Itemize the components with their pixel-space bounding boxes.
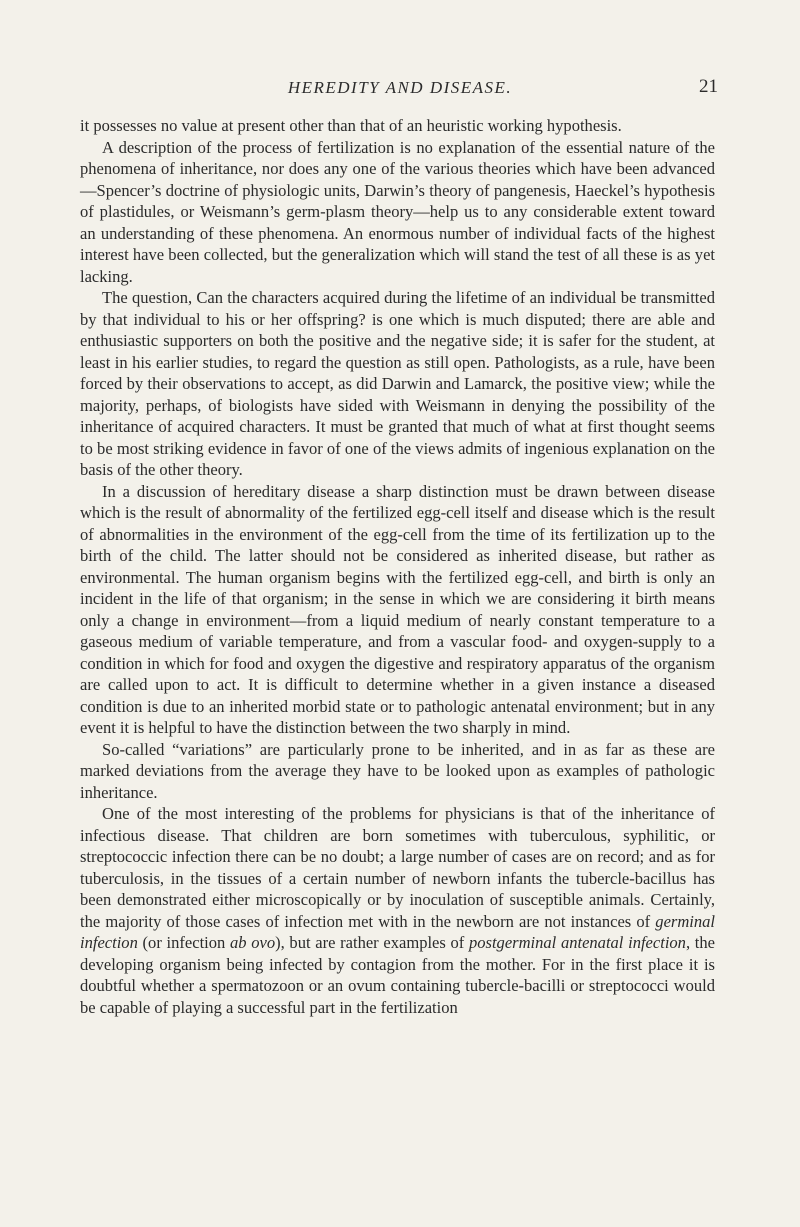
paragraph-fertilization: A description of the process of fertilization is no explanation of the essential nature of the phenomena of inheritance, nor does any one of the various theories which have been advanced—Spencer’s doctrine of physiologic units, Darwin’s theory of pangenesis, Haeckel’s hypothesis of plastidules, or Weismann’s germ-plasm theory—help us to any considerable extent toward an understanding of these phenomena. An enormous number of individual facts of the highest interest have been collected, but the generalization which will stand the test of all these is as yet lacking.: [80, 137, 715, 286]
paragraph-acquired-characters: The question, Can the characters acquired during the lifetime of an individual be transmitted by that individual to his or her offspring? is one which is much disputed; there are able and enthusiastic supporters on both the positive and the negative side; it is safer for the student, at least in his earlier studies, to regard the question as still open. Pathologists, as a rule, have been forced by their observations to accept, as did Darwin and Lamarck, the positive view; while the majority, perhaps, of biologists have sided with Weismann in denying the possibility of the inheritance of acquired characters. It must be granted that much of what at first thought seems to be most striking evidence in favor of one of the views admits of ingenious explanation on the basis of the other theory.: [80, 288, 715, 479]
text-run: ), but are rather examples of: [275, 933, 469, 952]
text-run: One of the most interesting of the problems for physicians is that of the inheritance of infectious disease. That children are born sometimes with tuberculous, syphilitic, or streptococcic infection there can be no doubt; a large number of cases are on record; and as for tuberculosis, in the tissues of a certain number of newborn infants the tubercle-bacillus has been demonstrated either microscopically or by inoculation of susceptible animals. Certainly, the majority of those cases of infection met with in the newborn are not instances of: [80, 804, 715, 931]
paragraph-variations: So-called “variations” are particularly prone to be inherited, and in as far as these are marked deviations from the average they have to be looked upon as examples of pathologic inheritance.: [80, 739, 715, 802]
text-run: (or infection: [137, 933, 230, 952]
body-text: [80, 115, 715, 1018]
text-run: , the developing organism being infected by contagion from the mother. For in the first place it is doubtful whether a spermatozoon or an ovum containing tubercle-bacilli or streptococci would be capable of playing a successful part in the fertilization: [80, 933, 715, 1017]
running-title: HEREDITY AND DISEASE.: [287, 78, 513, 97]
running-head: [0, 76, 800, 102]
paragraph-continuation: it possesses no value at present other than that of an heuristic working hypothesis.: [80, 116, 622, 135]
paragraph-hereditary-disease: In a discussion of hereditary disease a sharp distinction must be drawn between disease which is the result of abnormality of the fertilized egg-cell itself and disease which is the result of abnormalities in the environment of the egg-cell from the time of its fertilization up to the birth of the child. The latter should not be considered as inherited disease, but rather as environmental. The human organism begins with the fertilized egg-cell, and birth is only an incident in the life of that organism; in the sense in which we are considering it birth means only a change in environment—from a liquid medium of nearly constant temperature to a gaseous medium of variable temperature, and from a vascular food- and oxygen-supply to a condition in which for food and oxygen the digestive and respiratory apparatus of the organism are called upon to act. It is difficult to determine whether in a given instance a diseased condition is due to an inherited morbid state or to pathologic antenatal environment; but in any event it is helpful to have the distinction between the two sharply in mind.: [80, 481, 715, 737]
page-number: 21: [699, 76, 718, 97]
paragraph-infectious-disease: [80, 803, 715, 1018]
emphasis-germinal-infection: germinal infection: [80, 911, 715, 952]
emphasis-postgerminal-infection: postgerminal antenatal infection: [469, 933, 686, 952]
emphasis-ab-ovo: ab ovo: [229, 933, 276, 952]
